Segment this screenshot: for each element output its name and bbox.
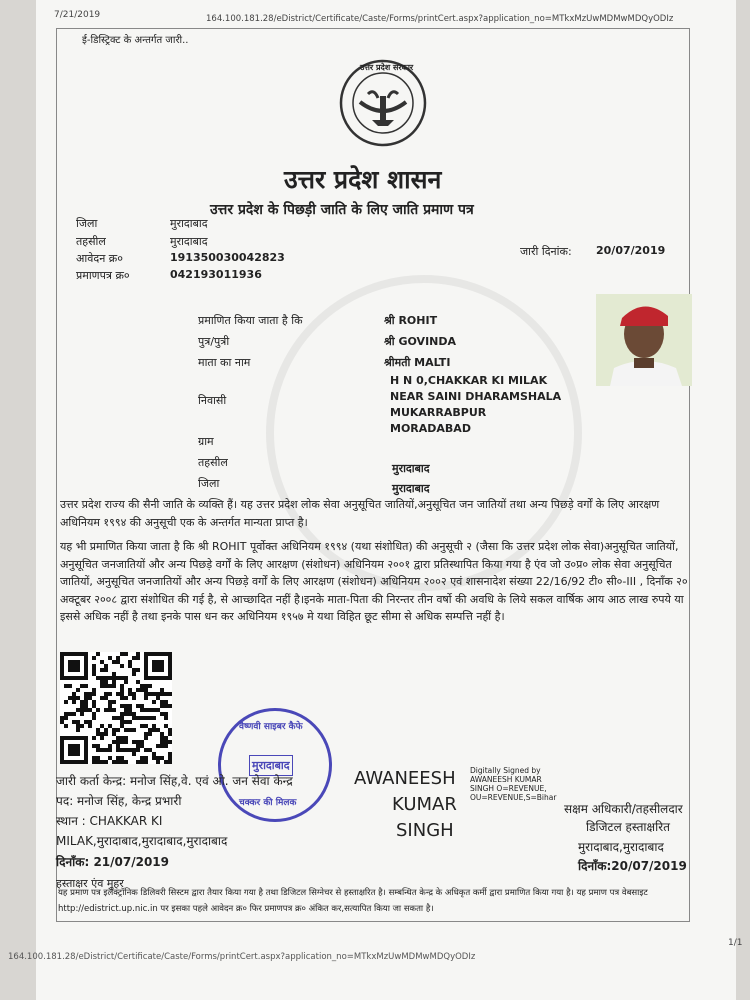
issuing-center: जारी कर्ता केन्द्र: मनोज सिंह,वे. एवं ओ. जन सेवा केन्द्र [56,774,293,788]
certificate-page [36,0,743,1000]
stamp-center-text: मुरादाबाद [249,755,293,776]
address-line-1: H N 0,CHAKKAR KI MILAK [390,374,548,387]
digital-line-3: SINGH O=REVENUE, [470,784,547,793]
issue-date-label: जारी दिनांक: [520,245,572,258]
issued-under: ई-डिस्ट्रिक्ट के अन्तर्गत जारी.. [82,35,189,46]
detail-tehsil-label: तहसील [198,456,228,469]
issuer-place-2: MILAK,मुरादाबाद,मुरादाबाद,मुरादाबाद [56,834,228,848]
detail-tehsil-value: मुरादाबाद [392,462,430,475]
village-label: ग्राम [198,435,214,448]
relation-label: पुत्र/पुत्री [198,335,230,348]
up-government-emblem [338,58,428,148]
mother-label: माता का नाम [198,356,251,369]
district-value: मुरादाबाद [170,217,208,230]
issuer-date: दिनाँक: 21/07/2019 [56,855,170,869]
page-subtitle: उत्तर प्रदेश के पिछड़ी जाति के लिए जाति प्रमाण पत्र [210,202,474,218]
page-title: उत्तर प्रदेश शासन [284,165,442,194]
address-line-3: MUKARRABPUR [390,406,487,419]
signatory-name-1: AWANEESH [354,768,456,789]
certification-paragraph: यह भी प्रमाणित किया जाता है कि श्री ROHIT पूर्वोक्त अधिनियम १९९४ (यथा संशोधित) की अनुसूची २ (जैसा कि उत्तर प्रदेश लोक सेवा)अनुसूचित जातियों, अनुसूचित जनजातियों और अन्य पिछड़े वर्गों के लिए आरक्षण (संशोधन) अधिनियम २००१ द्वारा प्रतिस्थापित किया गया है एंव जो उ०प्र० लोक सेवा अनुसूचित जातियों, अनुसूचित जनजातियों और अन्य पिछड़े वर्गों के लिए आरक्षण (संशोधन) अधिनियम २००२ एवं शासनादेश संख्या 22/16/92 टी० सी०-III , दिनाँक २० अक्टूबर २००८ द्वारा संशोधित की गई है, से आच्छादित नहीं है।इनके माता-पिता की निरन्तर तीन वर्षो की अवधि के लिये सकल वार्षिक आय आठ लाख रुपये या इससे अधिक नहीं है तथा इनके पास धन कर अधिनियम १९५७ मे यथा विहित छूट सीमा से अधिक सम्पत्ति नहीं है। [60,540,688,624]
address-line-4: MORADABAD [390,422,471,435]
certify-label: प्रमाणित किया जाता है कि [198,314,303,327]
stamp-bottom-text: चक्कर की मिलक [239,798,297,808]
stamp-top-text: वैष्णवी साइबर कैफे [239,722,303,732]
authority-title: सक्षम अधिकारी/तहसीलदार [564,802,683,816]
print-url: 164.100.181.28/eDistrict/Certificate/Caste/Forms/printCert.aspx?application_no=MTkxMzUwMDMwMDQyODIz [206,14,674,24]
page-number: 1/1 [728,938,743,948]
digital-signature-info [470,766,556,802]
qr-code [60,652,172,764]
print-date: 7/21/2019 [54,10,101,20]
detail-district-label: जिला [198,477,220,490]
detail-district-value: मुरादाबाद [392,482,430,495]
tehsil-label: तहसील [76,235,106,248]
digital-line-1: Digitally Signed by [470,766,541,775]
applicant-photo [596,294,692,386]
footer-note: यह प्रमाण पत्र इलेक्ट्रॉनिक डिलिवरी सिस्टम द्वारा तैयार किया गया है तथा डिजिटल सिग्नेचर से हस्ताक्षरित है। सम्बन्धित केन्द्र के अधिकृत कर्मी द्वारा प्रमाणित किया गया है। यह प्रमाण पत्र वेबसाइट http://edistrict.up.nic.in पर इसका पहले आवेदन क्र० फिर प्रमाणपत्र क्र० अंकित कर,सत्यापित किया जा सकता है। [58,888,648,914]
print-footer-url: 164.100.181.28/eDistrict/Certificate/Caste/Forms/printCert.aspx?application_no=MTkxMzUwMDMwMDQyODIz [8,952,476,962]
signatory-name-3: SINGH [396,820,454,841]
tehsil-value: मुरादाबाद [170,235,208,248]
issuer-place-1: स्थान : CHAKKAR KI [56,814,163,828]
issue-date-value: 20/07/2019 [596,244,666,257]
cafe-stamp [218,708,332,822]
sign-and-seal-label: हस्ताक्षर एंव मुहर [56,877,124,890]
district-label: जिला [76,217,98,230]
address-line-2: NEAR SAINI DHARAMSHALA [390,390,562,403]
authority-place: मुरादाबाद,मुरादाबाद [578,840,664,854]
digital-line-4: OU=REVENUE,S=Bihar [470,793,557,802]
issuer-post: पद: मनोज सिंह, केन्द्र प्रभारी [56,794,182,808]
applicant-name: श्री ROHIT [384,314,438,327]
father-name: श्री GOVINDA [384,335,457,348]
certificate-number: 042193011936 [170,268,262,281]
signatory-name-2: KUMAR [392,794,457,815]
caste-paragraph: उत्तर प्रदेश राज्य की सैनी जाति के व्यक्ति हैं। यह उत्तर प्रदेश लोक सेवा अनुसूचित जातियों,अनुसूचित जन जातियों तथा अन्य पिछड़े वर्गों के लिए आरक्षण अधिनियम १९९४ की अनुसूची एक के अन्तर्गत मान्यता प्राप्त है। [60,498,660,529]
digital-line-2: AWANEESH KUMAR [470,775,542,784]
address-label: निवासी [198,394,227,407]
authority-date: दिनाँक:20/07/2019 [578,859,687,873]
application-label: आवेदन क्र० [76,252,123,265]
application-number: 191350030042823 [170,251,285,264]
authority-sign: डिजिटल हस्ताक्षरित [586,820,670,834]
mother-name: श्रीमती MALTI [384,356,451,369]
certificate-label: प्रमाणपत्र क्र० [76,269,130,282]
emblem-text: उत्तर प्रदेश सरकार [360,63,414,72]
